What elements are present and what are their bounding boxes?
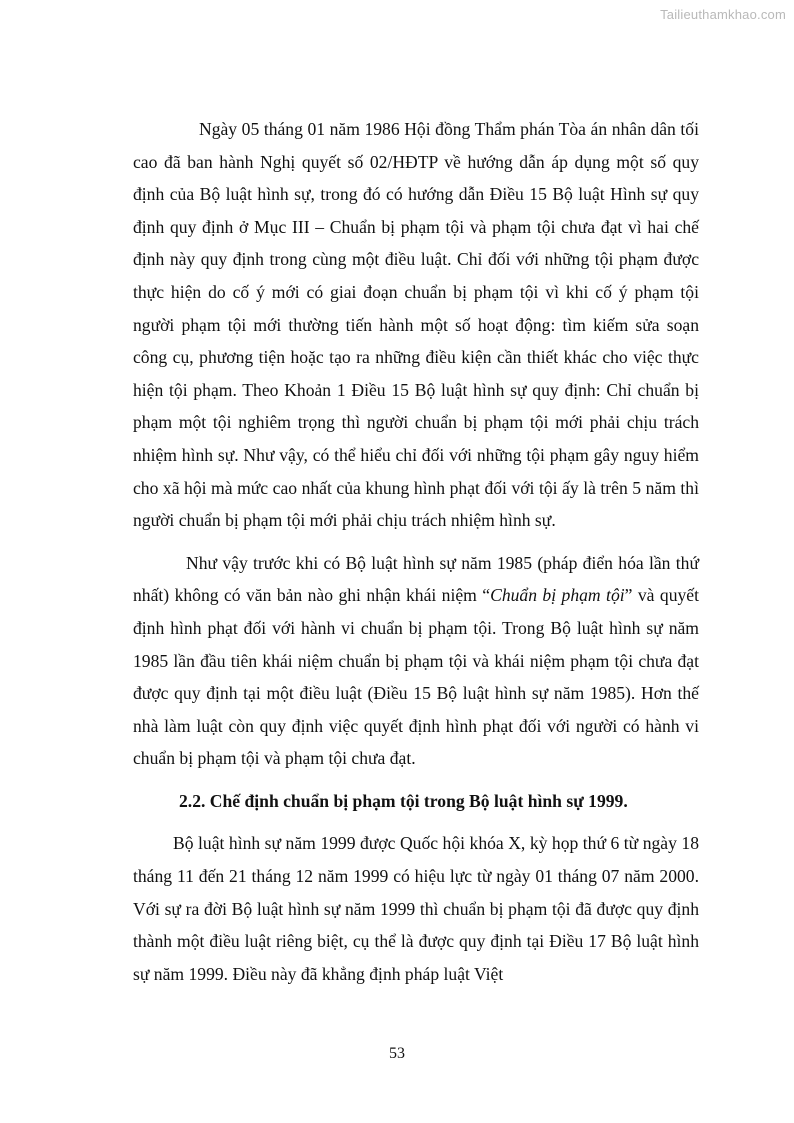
section-heading: 2.2. Chế định chuẩn bị phạm tội trong Bộ luật hình sự 1999. [179, 790, 628, 811]
italic-term: Chuẩn bị phạm tội [490, 585, 625, 606]
document-body [133, 113, 699, 1000]
paragraph-1: Ngày 05 tháng 01 năm 1986 Hội đồng Thẩm phán Tòa án nhân dân tối cao đã ban hành Nghị quyết số 02/HĐTP về hướng dẫn áp dụng một số quy định của Bộ luật hình sự, trong đó có hướng dẫn Điều 15 Bộ luật Hình sự quy định quy định ở Mục III – Chuẩn bị phạm tội và phạm tội chưa đạt vì hai chế định này quy định trong cùng một điều luật. Chỉ đối với những tội phạm được thực hiện do cố ý mới có giai đoạn chuẩn bị phạm tội vì khi cố ý phạm tội người phạm tội mới thường tiến hành một số hoạt động: tìm kiếm sửa soạn công cụ, phương tiện hoặc tạo ra những điều kiện cần thiết khác cho việc thực hiện tội phạm. Theo Khoản 1 Điều 15 Bộ luật hình sự quy định: Chỉ chuẩn bị phạm một tội nghiêm trọng thì người chuẩn bị phạm tội mới phải chịu trách nhiệm hình sự. Như vậy, có thể hiểu chỉ đối với những tội phạm gây nguy hiểm cho xã hội mà mức cao nhất của khung hình phạt đối với tội ấy là trên 5 năm thì người chuẩn bị phạm tội mới phải chịu trách nhiệm hình sự. [133, 119, 699, 531]
paragraph-2-text-start: Như vậy trước khi có Bộ luật hình sự năm 1985 (pháp điển hóa lần thứ nhất) không có văn bản nào ghi nhận khái niệm “ [133, 552, 699, 606]
paragraph-2 [133, 547, 699, 775]
paragraph-2-text-end: ” và quyết định hình phạt đối với hành vi chuẩn bị phạm tội. Trong Bộ luật hình sự năm 1985 lần đầu tiên khái niệm chuẩn bị phạm tội và khái niệm phạm tội chưa đạt được quy định tại một điều luật (Điều 15 Bộ luật hình sự năm 1985). Hơn thế nhà làm luật còn quy định việc quyết định hình phạt đối với người có hành vi chuẩn bị phạm tội và phạm tội chưa đạt. [133, 585, 699, 769]
watermark: Tailieuthamkhao.com [660, 7, 786, 22]
page-number: 53 [389, 1045, 405, 1062]
paragraph-3: Bộ luật hình sự năm 1999 được Quốc hội khóa X, kỳ họp thứ 6 từ ngày 18 tháng 11 đến 21 tháng 12 năm 1999 có hiệu lực từ ngày 01 tháng 07 năm 2000. Với sự ra đời Bộ luật hình sự năm 1999 thì chuẩn bị phạm tội đã được quy định thành một điều luật riêng biệt, cụ thể là được quy định tại Điều 17 Bộ luật hình sự năm 1999. Điều này đã khẳng định pháp luật Việt [133, 833, 699, 984]
